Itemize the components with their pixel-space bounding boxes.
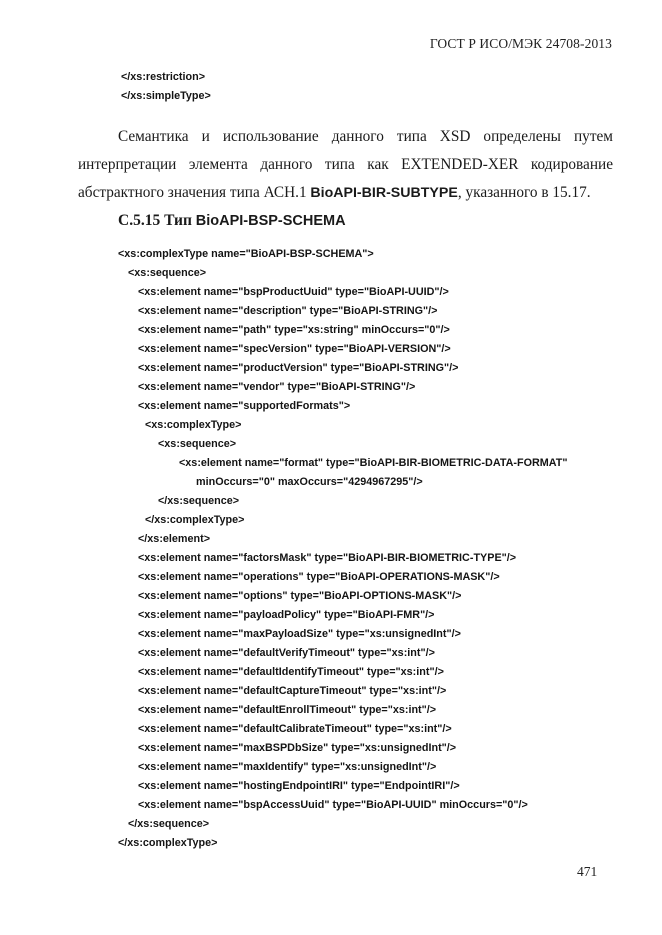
code-line: <xs:element name="bspProductUuid" type="BioAPI-UUID"/>	[138, 286, 449, 298]
code-line: <xs:element name="path" type="xs:string" minOccurs="0"/>	[138, 324, 450, 336]
code-line: <xs:element name="defaultIdentifyTimeout" type="xs:int"/>	[138, 666, 444, 678]
code-line: <xs:element name="supportedFormats">	[138, 400, 351, 412]
code-line: </xs:complexType>	[145, 514, 245, 526]
type-reference-bir-subtype: BioAPI-BIR-SUBTYPE	[310, 185, 458, 201]
paragraph-line-1: Семантика и использование данного типа XSD определены путем	[118, 128, 613, 145]
code-line: <xs:element name="specVersion" type="BioAPI-VERSION"/>	[138, 343, 451, 355]
code-line: </xs:complexType>	[118, 837, 218, 849]
section-heading	[118, 212, 346, 230]
section-number: C.5.15 Тип	[118, 212, 196, 229]
paragraph-line-3-end: , указанного в 15.17.	[457, 184, 591, 201]
code-line-restriction-close: </xs:restriction>	[121, 71, 206, 83]
code-line: <xs:sequence>	[128, 267, 207, 279]
code-line: </xs:element>	[138, 533, 211, 545]
code-line: <xs:element name="bspAccessUuid" type="BioAPI-UUID" minOccurs="0"/>	[138, 799, 528, 811]
code-line-simpletype-close: </xs:simpleType>	[121, 90, 211, 102]
paragraph-line-3	[78, 183, 613, 203]
code-line: <xs:element name="vendor" type="BioAPI-STRING"/>	[138, 381, 416, 393]
code-line: <xs:complexType name="BioAPI-BSP-SCHEMA">	[118, 248, 374, 260]
code-line: <xs:element name="description" type="BioAPI-STRING"/>	[138, 305, 438, 317]
code-line: <xs:element name="productVersion" type="BioAPI-STRING"/>	[138, 362, 459, 374]
code-line: <xs:element name="hostingEndpointIRI" type="EndpointIRI"/>	[138, 780, 460, 792]
page-header-standard: ГОСТ Р ИСО/МЭК 24708-2013	[429, 36, 612, 51]
code-line: <xs:element name="maxBSPDbSize" type="xs:unsignedInt"/>	[138, 742, 457, 754]
code-line: <xs:element name="defaultCalibrateTimeout" type="xs:int"/>	[138, 723, 452, 735]
code-line: <xs:element name="maxIdentify" type="xs:unsignedInt"/>	[138, 761, 437, 773]
paragraph-line-3-start: абстрактного значения типа АСН.1	[78, 184, 311, 201]
section-type-name: BioAPI-BSP-SCHEMA	[195, 213, 346, 229]
code-line: <xs:element name="defaultEnrollTimeout" type="xs:int"/>	[138, 704, 437, 716]
code-line: </xs:sequence>	[128, 818, 210, 830]
code-line: <xs:element name="operations" type="BioAPI-OPERATIONS-MASK"/>	[138, 571, 500, 583]
code-line: <xs:sequence>	[158, 438, 237, 450]
code-line: <xs:element name="factorsMask" type="BioAPI-BIR-BIOMETRIC-TYPE"/>	[138, 552, 517, 564]
code-line: <xs:element name="format" type="BioAPI-BIR-BIOMETRIC-DATA-FORMAT"	[179, 457, 568, 469]
code-line: </xs:sequence>	[158, 495, 240, 507]
code-line: minOccurs="0" maxOccurs="4294967295"/>	[196, 476, 423, 488]
code-line: <xs:element name="maxPayloadSize" type="xs:unsignedInt"/>	[138, 628, 461, 640]
code-line: <xs:element name="defaultVerifyTimeout" type="xs:int"/>	[138, 647, 435, 659]
page-number: 471	[577, 864, 598, 879]
code-line: <xs:complexType>	[145, 419, 242, 431]
paragraph-line-2: интерпретации элемента данного типа как EXTENDED-XER кодирование	[78, 156, 613, 173]
code-line: <xs:element name="options" type="BioAPI-OPTIONS-MASK"/>	[138, 590, 462, 602]
code-line: <xs:element name="payloadPolicy" type="BioAPI-FMR"/>	[138, 609, 435, 621]
code-line: <xs:element name="defaultCaptureTimeout" type="xs:int"/>	[138, 685, 447, 697]
